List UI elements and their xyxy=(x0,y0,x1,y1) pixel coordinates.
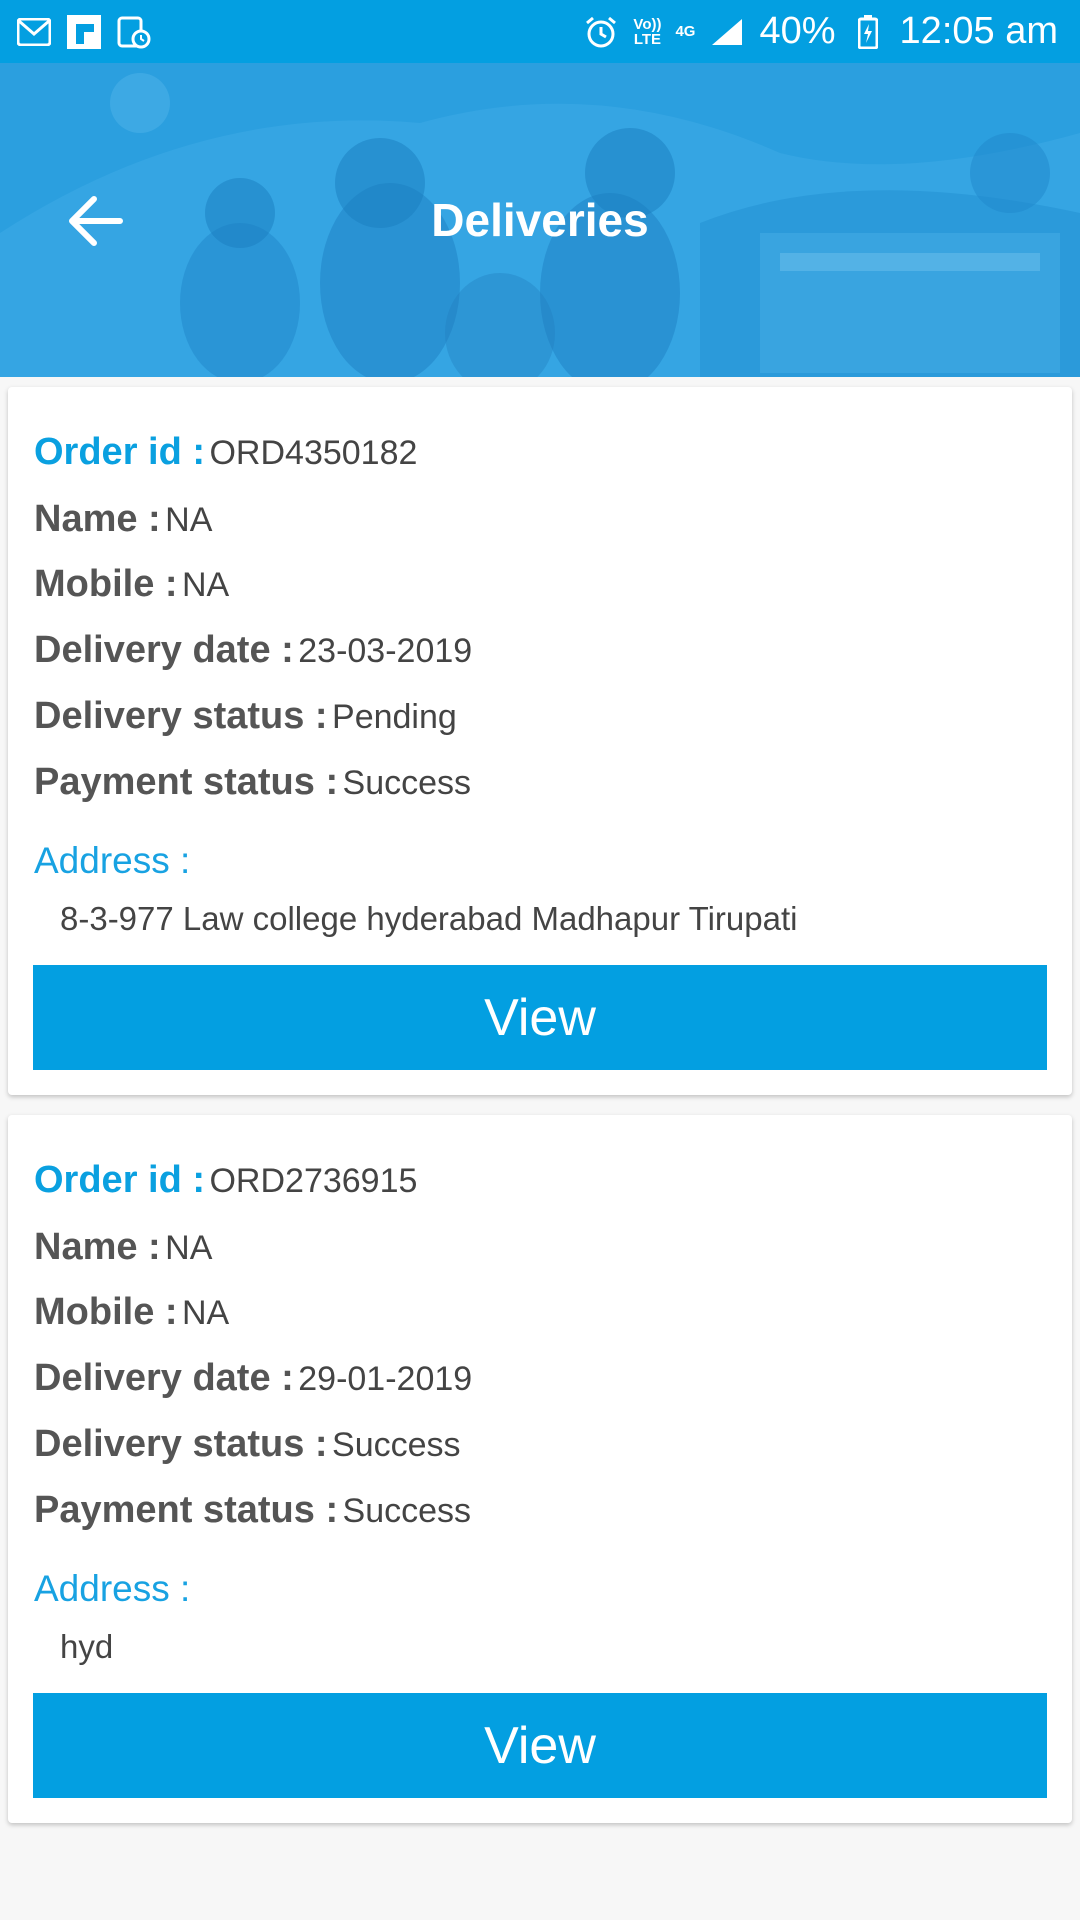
name-row xyxy=(34,1226,212,1269)
delivery-status-label: Delivery status : xyxy=(34,1423,328,1465)
order-id-value: ORD4350182 xyxy=(209,434,418,472)
name-value: NA xyxy=(165,1229,213,1267)
delivery-date-value: 29-01-2019 xyxy=(298,1360,473,1398)
delivery-date-label: Delivery date : xyxy=(34,629,294,671)
view-button[interactable]: View xyxy=(33,1693,1047,1798)
delivery-card xyxy=(8,387,1072,1095)
status-bar xyxy=(0,0,1080,63)
payment-status-value: Success xyxy=(342,764,472,802)
mobile-value: NA xyxy=(182,566,230,604)
payment-status-label: Payment status : xyxy=(34,761,339,803)
delivery-status-row xyxy=(34,695,457,738)
mobile-value: NA xyxy=(182,1294,230,1332)
page-title: Deliveries xyxy=(431,194,649,246)
mobile-label: Mobile : xyxy=(34,1291,178,1333)
mail-icon xyxy=(16,15,52,49)
order-id-row xyxy=(34,431,417,474)
payment-status-value: Success xyxy=(342,1492,472,1530)
status-bar-right xyxy=(583,10,1058,53)
header-banner xyxy=(0,63,1080,377)
payment-status-row xyxy=(34,761,471,804)
volte-indicator xyxy=(633,17,661,47)
flipboard-icon xyxy=(66,15,102,49)
order-id-label: Order id : xyxy=(34,431,206,473)
address-value: hyd xyxy=(60,1628,114,1665)
address-label: Address : xyxy=(34,1568,191,1609)
battery-percent: 40% xyxy=(759,10,836,52)
order-id-row xyxy=(34,1159,417,1202)
payment-status-label: Payment status : xyxy=(34,1489,339,1531)
battery-charging-icon xyxy=(850,15,886,49)
signal-icon xyxy=(709,15,745,49)
delivery-date-value: 23-03-2019 xyxy=(298,632,473,670)
order-id-value: ORD2736915 xyxy=(209,1162,418,1200)
volte-bottom-text: LTE xyxy=(633,30,662,48)
address-value: 8-3-977 Law college hyderabad Madhapur Tirupati xyxy=(60,900,798,937)
network-type: 4G xyxy=(675,23,696,40)
delivery-date-label: Delivery date : xyxy=(34,1357,294,1399)
name-label: Name : xyxy=(34,498,161,540)
calendar-clock-icon xyxy=(116,15,152,49)
delivery-status-label: Delivery status : xyxy=(34,695,328,737)
order-id-label: Order id : xyxy=(34,1159,206,1201)
delivery-card xyxy=(8,1115,1072,1823)
clock: 12:05 am xyxy=(899,10,1058,52)
delivery-status-value: Success xyxy=(332,1426,461,1464)
name-row xyxy=(34,498,212,541)
delivery-status-row xyxy=(34,1423,461,1466)
name-value: NA xyxy=(165,501,213,539)
name-label: Name : xyxy=(34,1226,161,1268)
alarm-icon xyxy=(583,15,619,49)
mobile-row xyxy=(34,563,229,606)
delivery-status-value: Pending xyxy=(332,698,457,736)
mobile-row xyxy=(34,1291,229,1334)
address-label: Address : xyxy=(34,840,191,881)
delivery-date-row xyxy=(34,629,472,672)
payment-status-row xyxy=(34,1489,471,1532)
volte-top-text: Vo)) xyxy=(633,15,662,33)
status-bar-left xyxy=(16,15,152,49)
mobile-label: Mobile : xyxy=(34,563,178,605)
delivery-date-row xyxy=(34,1357,472,1400)
view-button[interactable]: View xyxy=(33,965,1047,1070)
